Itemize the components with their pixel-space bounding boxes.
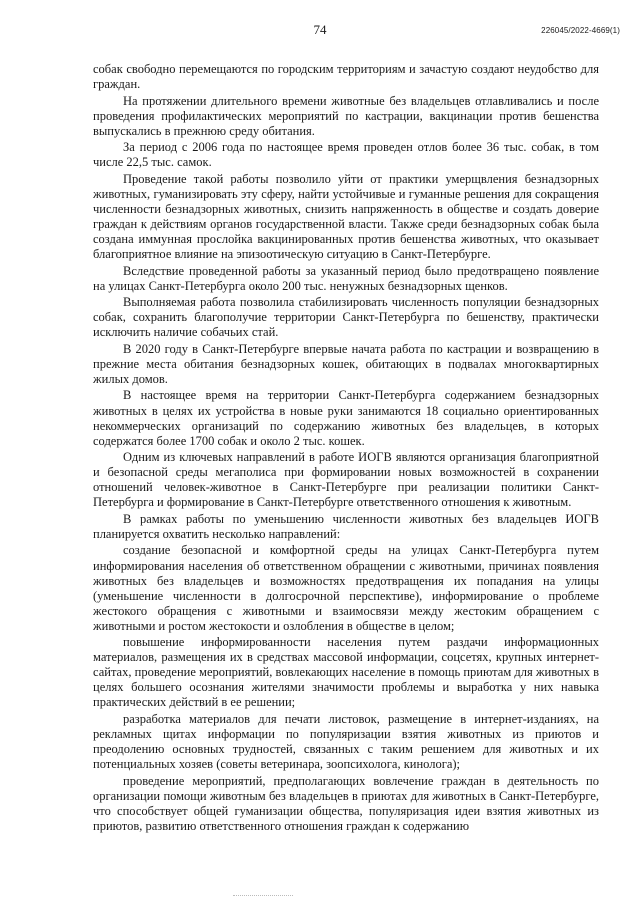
scan-artifact-line [233, 895, 293, 897]
paragraph: собак свободно перемещаются по городским территориям и зачастую создают неудобство для граждан. [93, 62, 599, 92]
paragraph: Вследствие проведенной работы за указанный период было предотвращено появление на улицах Санкт-Петербурга около 200 тыс. ненужных безнадзорных щенков. [93, 263, 599, 293]
paragraph: В настоящее время на территории Санкт-Петербурга содержанием безнадзорных животных в целях их устройства в новые руки занимаются 18 социально ориентированных некоммерческих организаций по содержанию животных без владельцев, в которых содержатся более 1700 собак и около 2 тыс. кошек. [93, 388, 599, 448]
paragraph: За период с 2006 года по настоящее время проведен отлов более 36 тыс. собак, в том числе 22,5 тыс. самок. [93, 140, 599, 170]
paragraph: В рамках работы по уменьшению численности животных без владельцев ИОГВ планируется охватить несколько направлений: [93, 511, 599, 541]
paragraph: В 2020 году в Санкт-Петербурге впервые начата работа по кастрации и возвращению в прежние места обитания безнадзорных кошек, обитающих в подвалах многоквартирных жилых домов. [93, 341, 599, 386]
paragraph: Выполняемая работа позволила стабилизировать численность популяции безнадзорных собак, сохранить благополучие территории Санкт-Петербурга по бешенству, практически исключить наличие собачьих стай. [93, 295, 599, 340]
list-item-paragraph: разработка материалов для печати листовок, размещение в интернет-изданиях, на рекламных щитах информации по популяризации взятия животных из приютов и преодолению основных трудностей, связанных с таким решением для животных и их потенциальных хозяев (советы ветеринара, зоопсихолога, кинолога); [93, 711, 599, 772]
list-item-paragraph: проведение мероприятий, предполагающих вовлечение граждан в деятельность по организации помощи животным без владельцев в приютах для животных в Санкт-Петербурге, что способствует общей гуманизации общества, популяризация идеи взятия животных из приютов, развитию ответственного отношения граждан к содержанию [93, 773, 599, 833]
page-number: 74 [313, 22, 327, 37]
paragraph: Одним из ключевых направлений в работе ИОГВ являются организация благоприятной и безопасной среды мегаполиса при формировании новых возможностей в сохранении отношений человек-животное в Санкт-Петербурге при реализации политики Санкт-Петербурга и формирование в Санкт-Петербурге ответственного отношения к животным. [93, 450, 599, 510]
list-item-paragraph: создание безопасной и комфортной среды на улицах Санкт-Петербурга путем информирования населения об ответственном обращении с животными, причинах появления животных без владельцев и возможностях предотвращения их попадания на улицы (уменьшение численности в долгосрочной перспективе), информирование о проблеме жестокого обращения с животными и взаимосвязи между жестоким обращением с животными и ростом жестокости и озлобления в обществе в целом; [93, 543, 599, 633]
document-body [93, 62, 599, 835]
paragraph: На протяжении длительного времени животные без владельцев отлавливались и после проведения профилактических мероприятий по кастрации, вакцинации против бешенства выпускались в прежнюю среду обитания. [93, 93, 599, 138]
list-item-paragraph: повышение информированности населения путем раздачи информационных материалов, размещения их в средствах массовой информации, соцсетях, крупных интернет-сайтах, проведение мероприятий, вовлекающих население в помощь приютам для животных в целях большего осознания жителями значимости проблемы и выработка у них навыка практических действий в ее решении; [93, 635, 599, 710]
paragraph: Проведение такой работы позволило уйти от практики умерщвления безнадзорных животных, гуманизировать эту сферу, найти устойчивые и гуманные решения для сокращения численности безнадзорных животных, снизить напряженность в обществе и создать доверие граждан к действиям органов государственной власти. Также среди безнадзорных собак была создана иммунная прослойка вакцинированных против бешенства животных, что оказывает благоприятное влияние на эпизоотическую ситуацию в Санкт-Петербурге. [93, 171, 599, 262]
document-number: 226045/2022-4669(1) [541, 26, 620, 35]
